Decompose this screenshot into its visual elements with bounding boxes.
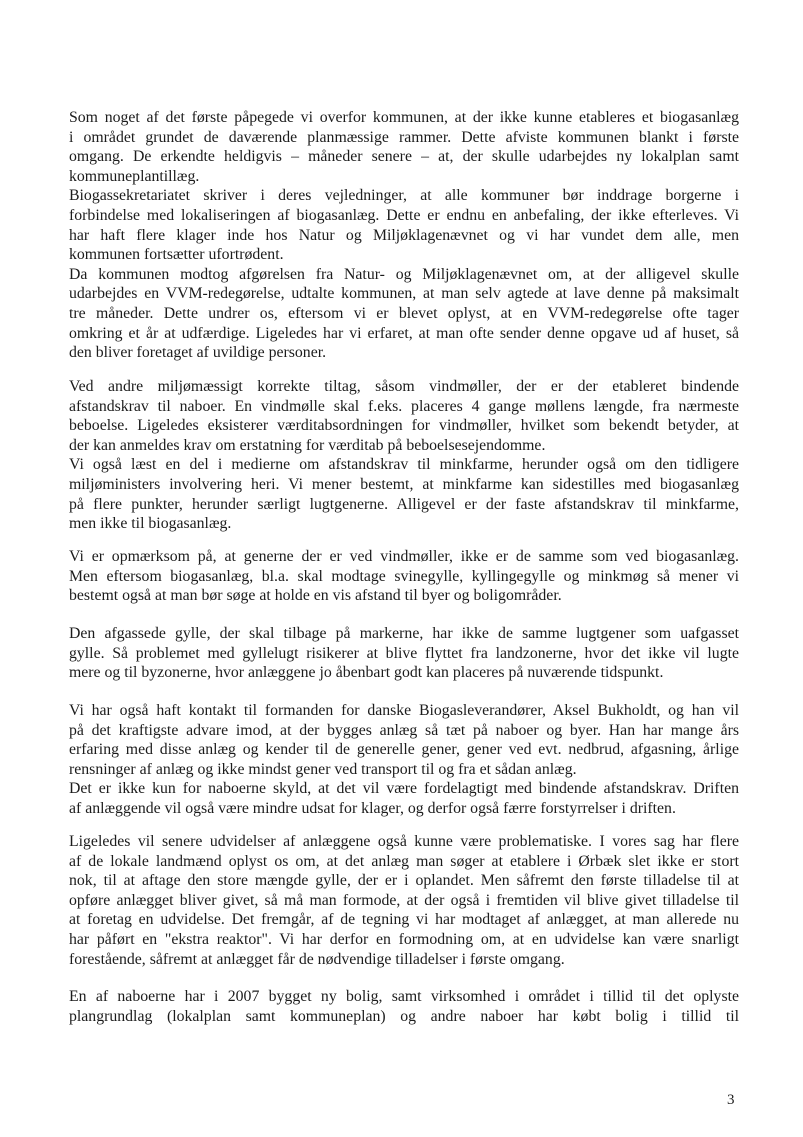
text-line: Den afgassede gylle, der skal tilbage på markerne, har ikke de samme lugtgener som uafgasset <box>69 625 739 642</box>
text-line: at foretag en udvidelse. Det fremgår, af de tegning vi har modtaget af anlægget, at man allerede nu <box>69 911 739 929</box>
paragraph-future-expansions <box>69 832 739 969</box>
text-line: nok, til at aftage den store mængde gylle, der er i oplandet. Men såfremt den første tilladelse til at <box>69 872 739 890</box>
text-line: den bliver foretaget af uvildige personer. <box>69 344 327 362</box>
text-line: rensninger af anlæg og ikke mindst gener ved transport til og fra et sådan anlæg. <box>69 760 577 778</box>
text-line: omkring et år at udfærdige. Ligeledes har vi erfaret, at man ofte sender denne opgave ud af huset, så <box>69 324 739 342</box>
text-line: Ligeledes vil senere udvidelser af anlæggene også kunne være problematiske. I vores sag har flere <box>69 833 739 850</box>
text-line: opføre anlægget bliver givet, så må man formode, at der også i fremtiden vil blive givet tilladelse til <box>69 891 739 909</box>
text-line: mere og til byzonerne, hvor anlæggene jo åbenbart godt kan placeres på nuværende tidspunkt. <box>69 664 664 682</box>
text-line: afstandskrav til naboer. En vindmølle skal f.eks. placeres 4 gange møllens længde, fra nærmeste <box>69 397 739 415</box>
text-line: i området grundet de daværende planmæssige rammer. Dette afviste kommunen blankt i første <box>69 128 739 146</box>
text-line: Vi har også haft kontakt til formanden for danske Biogasleverandører, Aksel Bukholdt, og han vil <box>69 702 739 719</box>
text-line: Vi er opmærksom på, at generne der er ved vindmøller, ikke er de samme som ved biogasanlæg. <box>69 548 739 565</box>
text-line: Da kommunen modtog afgørelsen fra Natur- og Miljøklagenævnet om, at der alligevel skulle <box>69 265 739 283</box>
text-line: beboelse. Ligeledes eksisterer værditabsordningen for vindmøller, hvilket som bekendt betyder, at <box>69 417 739 435</box>
text-line: der kan anmeldes krav om erstatning for værditab på beboelsesejendomme. <box>69 436 546 454</box>
text-line: forbindelse med lokaliseringen af biogasanlæg. Dette er endnu en anbefaling, der ikke efterleves. Vi <box>69 206 739 224</box>
text-line: forestående, såfremt at anlægget får de nødvendige tilladelser i første omgang. <box>69 950 565 968</box>
text-line: omgang. De erkendte heldigvis – måneder senere – at, der skulle udarbejdes ny lokalplan samt <box>69 148 739 166</box>
text-line: plangrundlag (lokalplan samt kommuneplan) og andre naboer har købt bolig i tillid til <box>69 1007 739 1025</box>
text-line: miljøministers involvering heri. Vi mener bestemt, at minkfarme kan sidestilles med biogasanlæg <box>69 475 739 493</box>
text-line: kommunen fortsætter ufortrødent. <box>69 246 284 264</box>
paragraph-neighbours <box>69 987 739 1026</box>
text-line: Men eftersom biogasanlæg, bl.a. skal modtage svinegylle, kyllingegylle og minkmøg så mener vi <box>69 567 739 585</box>
text-line: tre måneder. Dette undrer os, eftersom vi er blevet oplyst, at en VVM-redegørelse ofte tager <box>69 304 739 322</box>
text-line: af de lokale landmænd oplyst os om, at det anlæg man søger at etablere i Ørbæk slet ikke er stort <box>69 852 739 870</box>
text-line: Vi også læst en del i medierne om afstandskrav til minkfarme, herunder også om den tidligere <box>69 456 739 474</box>
page-number: 3 <box>727 1092 735 1108</box>
text-line: har haft flere klager inde hos Natur og Miljøklagenævnet og vi har vundet dem alle, men <box>69 226 739 244</box>
text-line: Ved andre miljømæssigt korrekte tiltag, såsom vindmøller, der er der etableret bindende <box>69 378 739 395</box>
text-line: erfaring med disse anlæg og kender til de generelle gener, gener ved evt. nedbrud, afgasning, årlige <box>69 741 739 759</box>
paragraph-degassed-slurry <box>69 624 739 683</box>
text-line: men ikke til biogasanlæg. <box>69 515 232 533</box>
text-line: Biogassekretariatet skriver i deres vejledninger, at alle kommuner bør inddrage borgerne i <box>69 187 739 205</box>
text-line: gylle. Så problemet med gyllelugt risikerer at blive flyttet fra landzonerne, hvor det ikke vil lugte <box>69 644 739 662</box>
paragraph-distance-requirements <box>69 377 739 534</box>
text-line: på det kraftigste advare imod, at der bygges anlæg så tæt på naboer og byer. Han har mange års <box>69 721 739 739</box>
text-line: En af naboerne har i 2007 bygget ny bolig, samt virksomhed i området i tillid til det oplyste <box>69 988 739 1005</box>
text-line: har påført en "ekstra reaktor". Vi har derfor en formodning om, at en udvidelse kan være snarligt <box>69 930 739 948</box>
text-line: bestemt også at man bør søge at holde en vis afstand til byer og boligområder. <box>69 587 562 605</box>
text-line: på flere punkter, herunder særligt lugtgenerne. Alligevel er der faste afstandskrav til minkfarme, <box>69 495 739 513</box>
paragraph-wind-vs-biogas <box>69 547 739 606</box>
text-line: udarbejdes en VVM-redegørelse, udtalte kommunen, at man selv agtede at lave denne på maksimalt <box>69 285 739 303</box>
paragraph-biogas-suppliers <box>69 701 739 819</box>
text-line: Som noget af det første påpegede vi overfor kommunen, at der ikke kunne etableres et biogasanlæg <box>69 109 739 126</box>
text-line: af anlæggende vil også være mindre udsat for klager, og derfor også færre forstyrrelser i driften. <box>69 799 676 817</box>
text-line: Det er ikke kun for naboerne skyld, at det vil være fordelagtigt med bindende afstandskrav. Driften <box>69 780 739 798</box>
text-line: kommuneplantillæg. <box>69 167 200 185</box>
paragraph-planning-framework <box>69 108 739 363</box>
